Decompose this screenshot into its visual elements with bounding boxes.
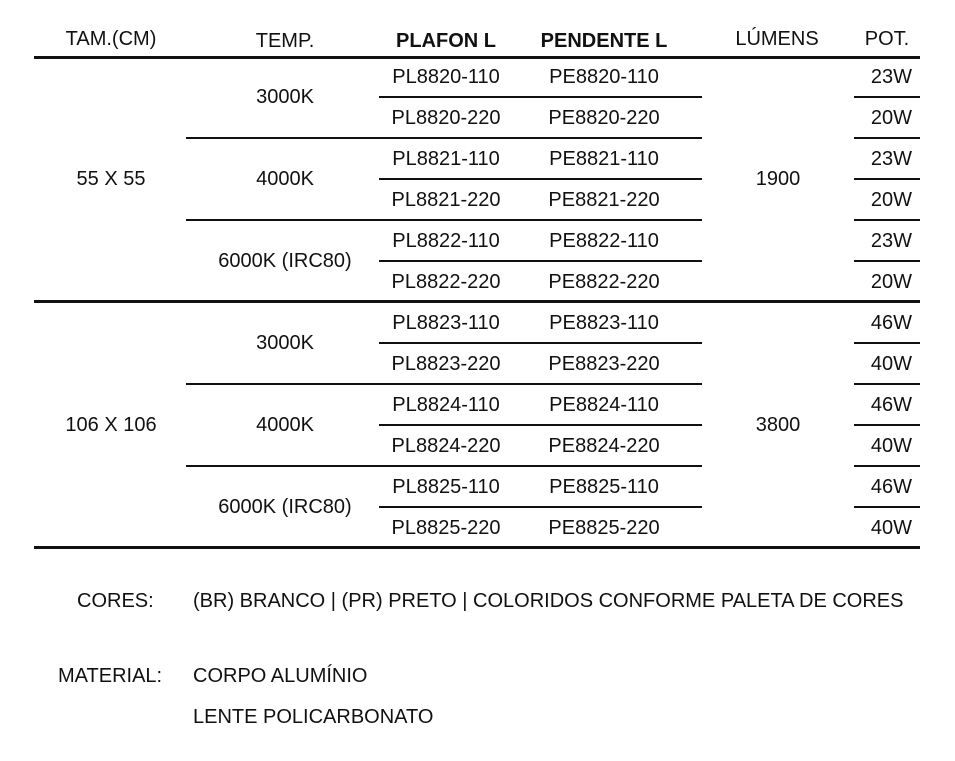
cell-pendente: PE8823-110 — [549, 312, 659, 334]
cell-plafon: PL8822-110 — [392, 230, 500, 252]
cell-power: 40W — [870, 517, 912, 539]
temp-separator — [186, 219, 702, 221]
cell-pendente: PE8821-110 — [549, 148, 659, 170]
code-separator — [379, 506, 702, 508]
power-divider — [854, 178, 920, 180]
cell-plafon: PL8822-220 — [391, 271, 501, 293]
cell-power: 20W — [870, 189, 912, 211]
temp-separator — [186, 465, 702, 467]
cell-pendente: PE8825-110 — [549, 476, 659, 498]
cell-temp: 4000K — [256, 414, 314, 436]
cell-power: 40W — [870, 435, 912, 457]
cell-power: 20W — [870, 107, 912, 129]
cell-plafon: PL8820-110 — [392, 66, 500, 88]
cell-plafon: PL8821-220 — [391, 189, 501, 211]
cell-pendente: PE8820-110 — [549, 66, 659, 88]
cell-temp: 6000K (IRC80) — [218, 250, 352, 272]
header-temp: TEMP. — [255, 30, 315, 52]
cell-pendente: PE8824-110 — [549, 394, 659, 416]
cell-power: 40W — [870, 353, 912, 375]
header-pendente: PENDENTE L — [540, 30, 668, 52]
cell-plafon: PL8823-110 — [392, 312, 500, 334]
power-divider — [854, 96, 920, 98]
header-power: POT. — [864, 28, 910, 50]
cell-plafon: PL8824-110 — [392, 394, 500, 416]
colors-value: (BR) BRANCO | (PR) PRETO | COLORIDOS CONFORME PALETA DE CORES — [193, 590, 904, 612]
cell-power: 23W — [870, 230, 912, 252]
power-divider — [854, 383, 920, 385]
cell-power: 20W — [870, 271, 912, 293]
code-separator — [379, 96, 702, 98]
cell-pendente: PE8824-220 — [548, 435, 660, 457]
cell-power: 46W — [870, 312, 912, 334]
cell-temp: 6000K (IRC80) — [218, 496, 352, 518]
power-divider — [854, 424, 920, 426]
power-divider — [854, 506, 920, 508]
header-plafon: PLAFON L — [396, 30, 496, 52]
header-lumens: LÚMENS — [735, 28, 819, 50]
cell-power: 46W — [870, 476, 912, 498]
temp-separator — [186, 383, 702, 385]
header-size: TAM.(CM) — [65, 28, 157, 50]
code-separator — [379, 260, 702, 262]
group-separator — [34, 300, 920, 303]
colors-label: CORES: — [77, 590, 154, 612]
cell-plafon: PL8820-220 — [391, 107, 501, 129]
cell-pendente: PE8822-110 — [549, 230, 659, 252]
cell-power: 46W — [870, 394, 912, 416]
table-top-border — [34, 56, 920, 59]
power-divider — [854, 342, 920, 344]
cell-size: 106 X 106 — [65, 414, 157, 436]
cell-power: 23W — [870, 148, 912, 170]
cell-pendente: PE8823-220 — [548, 353, 660, 375]
cell-temp: 3000K — [256, 332, 314, 354]
code-separator — [379, 424, 702, 426]
power-divider — [854, 465, 920, 467]
cell-temp: 3000K — [256, 86, 314, 108]
cell-plafon: PL8821-110 — [392, 148, 500, 170]
material-line-1: CORPO ALUMÍNIO — [193, 665, 368, 687]
power-divider — [854, 137, 920, 139]
cell-size: 55 X 55 — [76, 168, 146, 190]
table-bottom-border — [34, 546, 920, 549]
cell-power: 23W — [870, 66, 912, 88]
cell-lumens: 1900 — [755, 168, 801, 190]
cell-pendente: PE8821-220 — [548, 189, 660, 211]
cell-pendente: PE8825-220 — [548, 517, 660, 539]
cell-plafon: PL8825-110 — [392, 476, 500, 498]
code-separator — [379, 178, 702, 180]
cell-temp: 4000K — [256, 168, 314, 190]
code-separator — [379, 342, 702, 344]
cell-lumens: 3800 — [755, 414, 801, 436]
temp-separator — [186, 137, 702, 139]
cell-plafon: PL8824-220 — [391, 435, 501, 457]
material-label: MATERIAL: — [58, 665, 163, 687]
cell-pendente: PE8822-220 — [548, 271, 660, 293]
cell-plafon: PL8823-220 — [391, 353, 501, 375]
cell-plafon: PL8825-220 — [391, 517, 501, 539]
cell-pendente: PE8820-220 — [548, 107, 660, 129]
power-divider — [854, 260, 920, 262]
power-divider — [854, 219, 920, 221]
material-line-2: LENTE POLICARBONATO — [193, 706, 434, 728]
